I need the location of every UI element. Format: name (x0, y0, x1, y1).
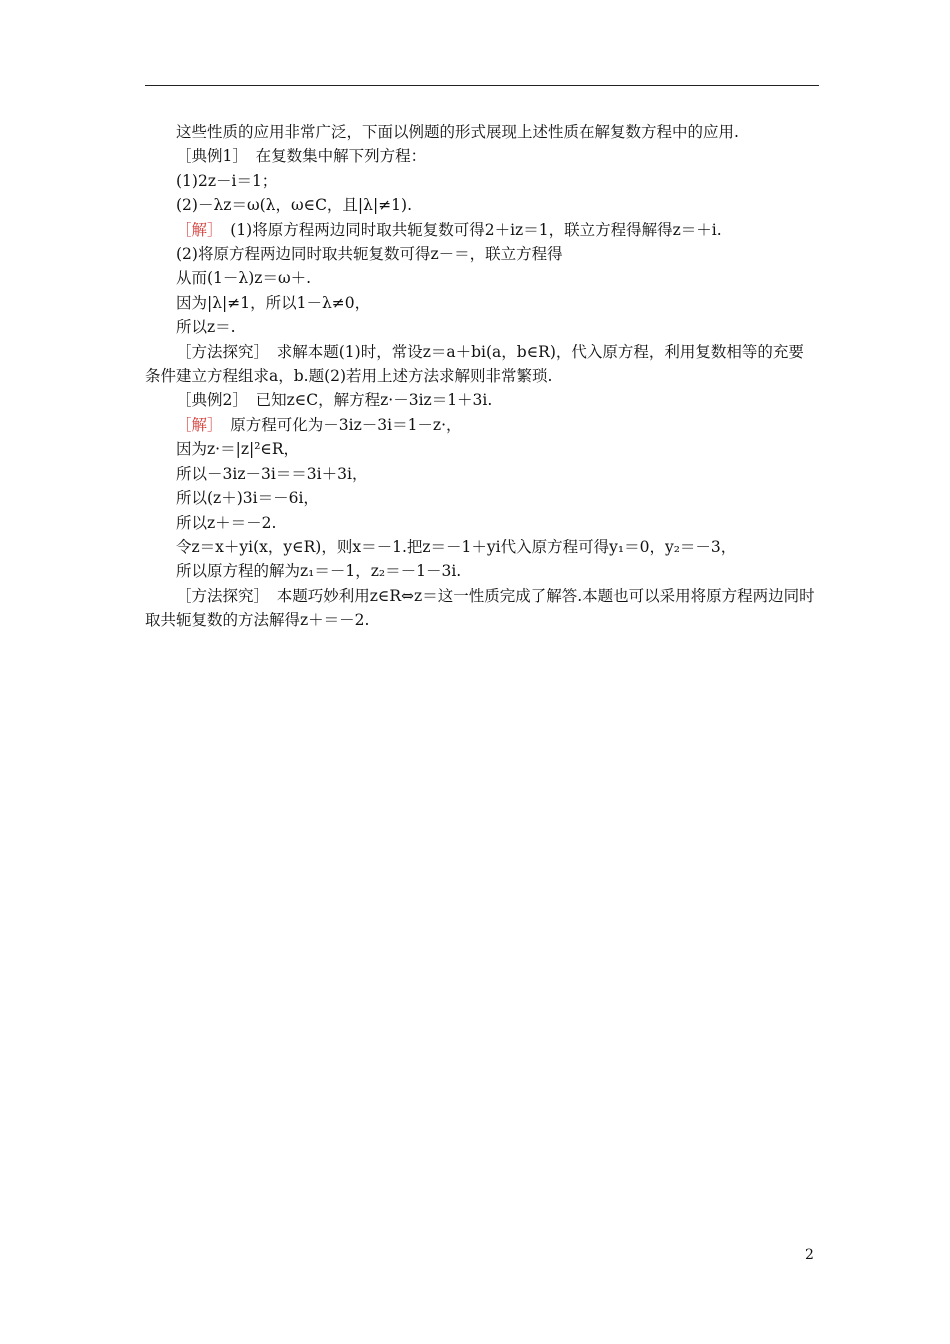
paragraph-line: 所以－3iz－3i＝＝3i＋3i， (176, 464, 368, 483)
paragraph-line: 所以z＝. (176, 318, 236, 337)
solution-tag: ［解］ (176, 415, 215, 434)
equation-line: (1)2z－i＝1； (176, 171, 278, 190)
example-heading: ［典例1］ 在复数集中解下列方程： (176, 147, 427, 166)
solution-line (145, 413, 819, 437)
solution-text: 原方程可化为－3iz－3i＝1－z·， (214, 415, 462, 434)
paragraph-line: 从而(1－λ)z＝ω＋. (176, 269, 312, 288)
equation-line: (2)－λz＝ω(λ，ω∈C，且|λ|≠1). (176, 196, 413, 215)
header-rule (145, 85, 819, 86)
paragraph-line: 所以z＋＝－2. (176, 513, 277, 532)
method-note: ［方法探究］ 本题巧妙利用z∈R⇔z＝这一性质完成了解答.本题也可以采用将原方程两边同时取共轭复数的方法解得z＋＝－2. (145, 586, 815, 630)
method-note: ［方法探究］ 求解本题(1)时，常设z＝a＋bi(a，b∈R)，代入原方程，利用复数相等的充要条件建立方程组求a，b.题(2)若用上述方法求解则非常繁琐. (145, 342, 804, 386)
solution-line (145, 218, 819, 242)
paragraph-line: 因为|λ|≠1，所以1－λ≠0， (176, 293, 371, 312)
paragraph-line: 这些性质的应用非常广泛，下面以例题的形式展现上述性质在解复数方程中的应用. (176, 123, 739, 141)
paragraph-line: 因为z·＝|z|²∈R， (176, 440, 300, 459)
page-number: 2 (805, 1247, 814, 1263)
paragraph-line: 所以原方程的解为z₁＝－1，z₂＝－1－3i. (176, 562, 462, 581)
solution-tag: ［解］ (176, 220, 215, 239)
paragraph-line: 所以(z＋)3i＝－6i， (176, 489, 319, 508)
document-body (145, 120, 819, 633)
paragraph-line: 令z＝x＋yi(x，y∈R)，则x＝－1.把z＝－1＋yi代入原方程可得y₁＝0，y₂＝－3， (176, 537, 737, 556)
paragraph-line: (2)将原方程两边同时取共轭复数可得z－＝，联立方程得 (176, 245, 563, 264)
example-heading: ［典例2］ 已知z∈C，解方程z·－3iz＝1＋3i. (176, 391, 493, 410)
solution-text: (1)将原方程两边同时取共轭复数可得2＋iz＝1，联立方程得解得z＝＋i. (214, 220, 722, 239)
